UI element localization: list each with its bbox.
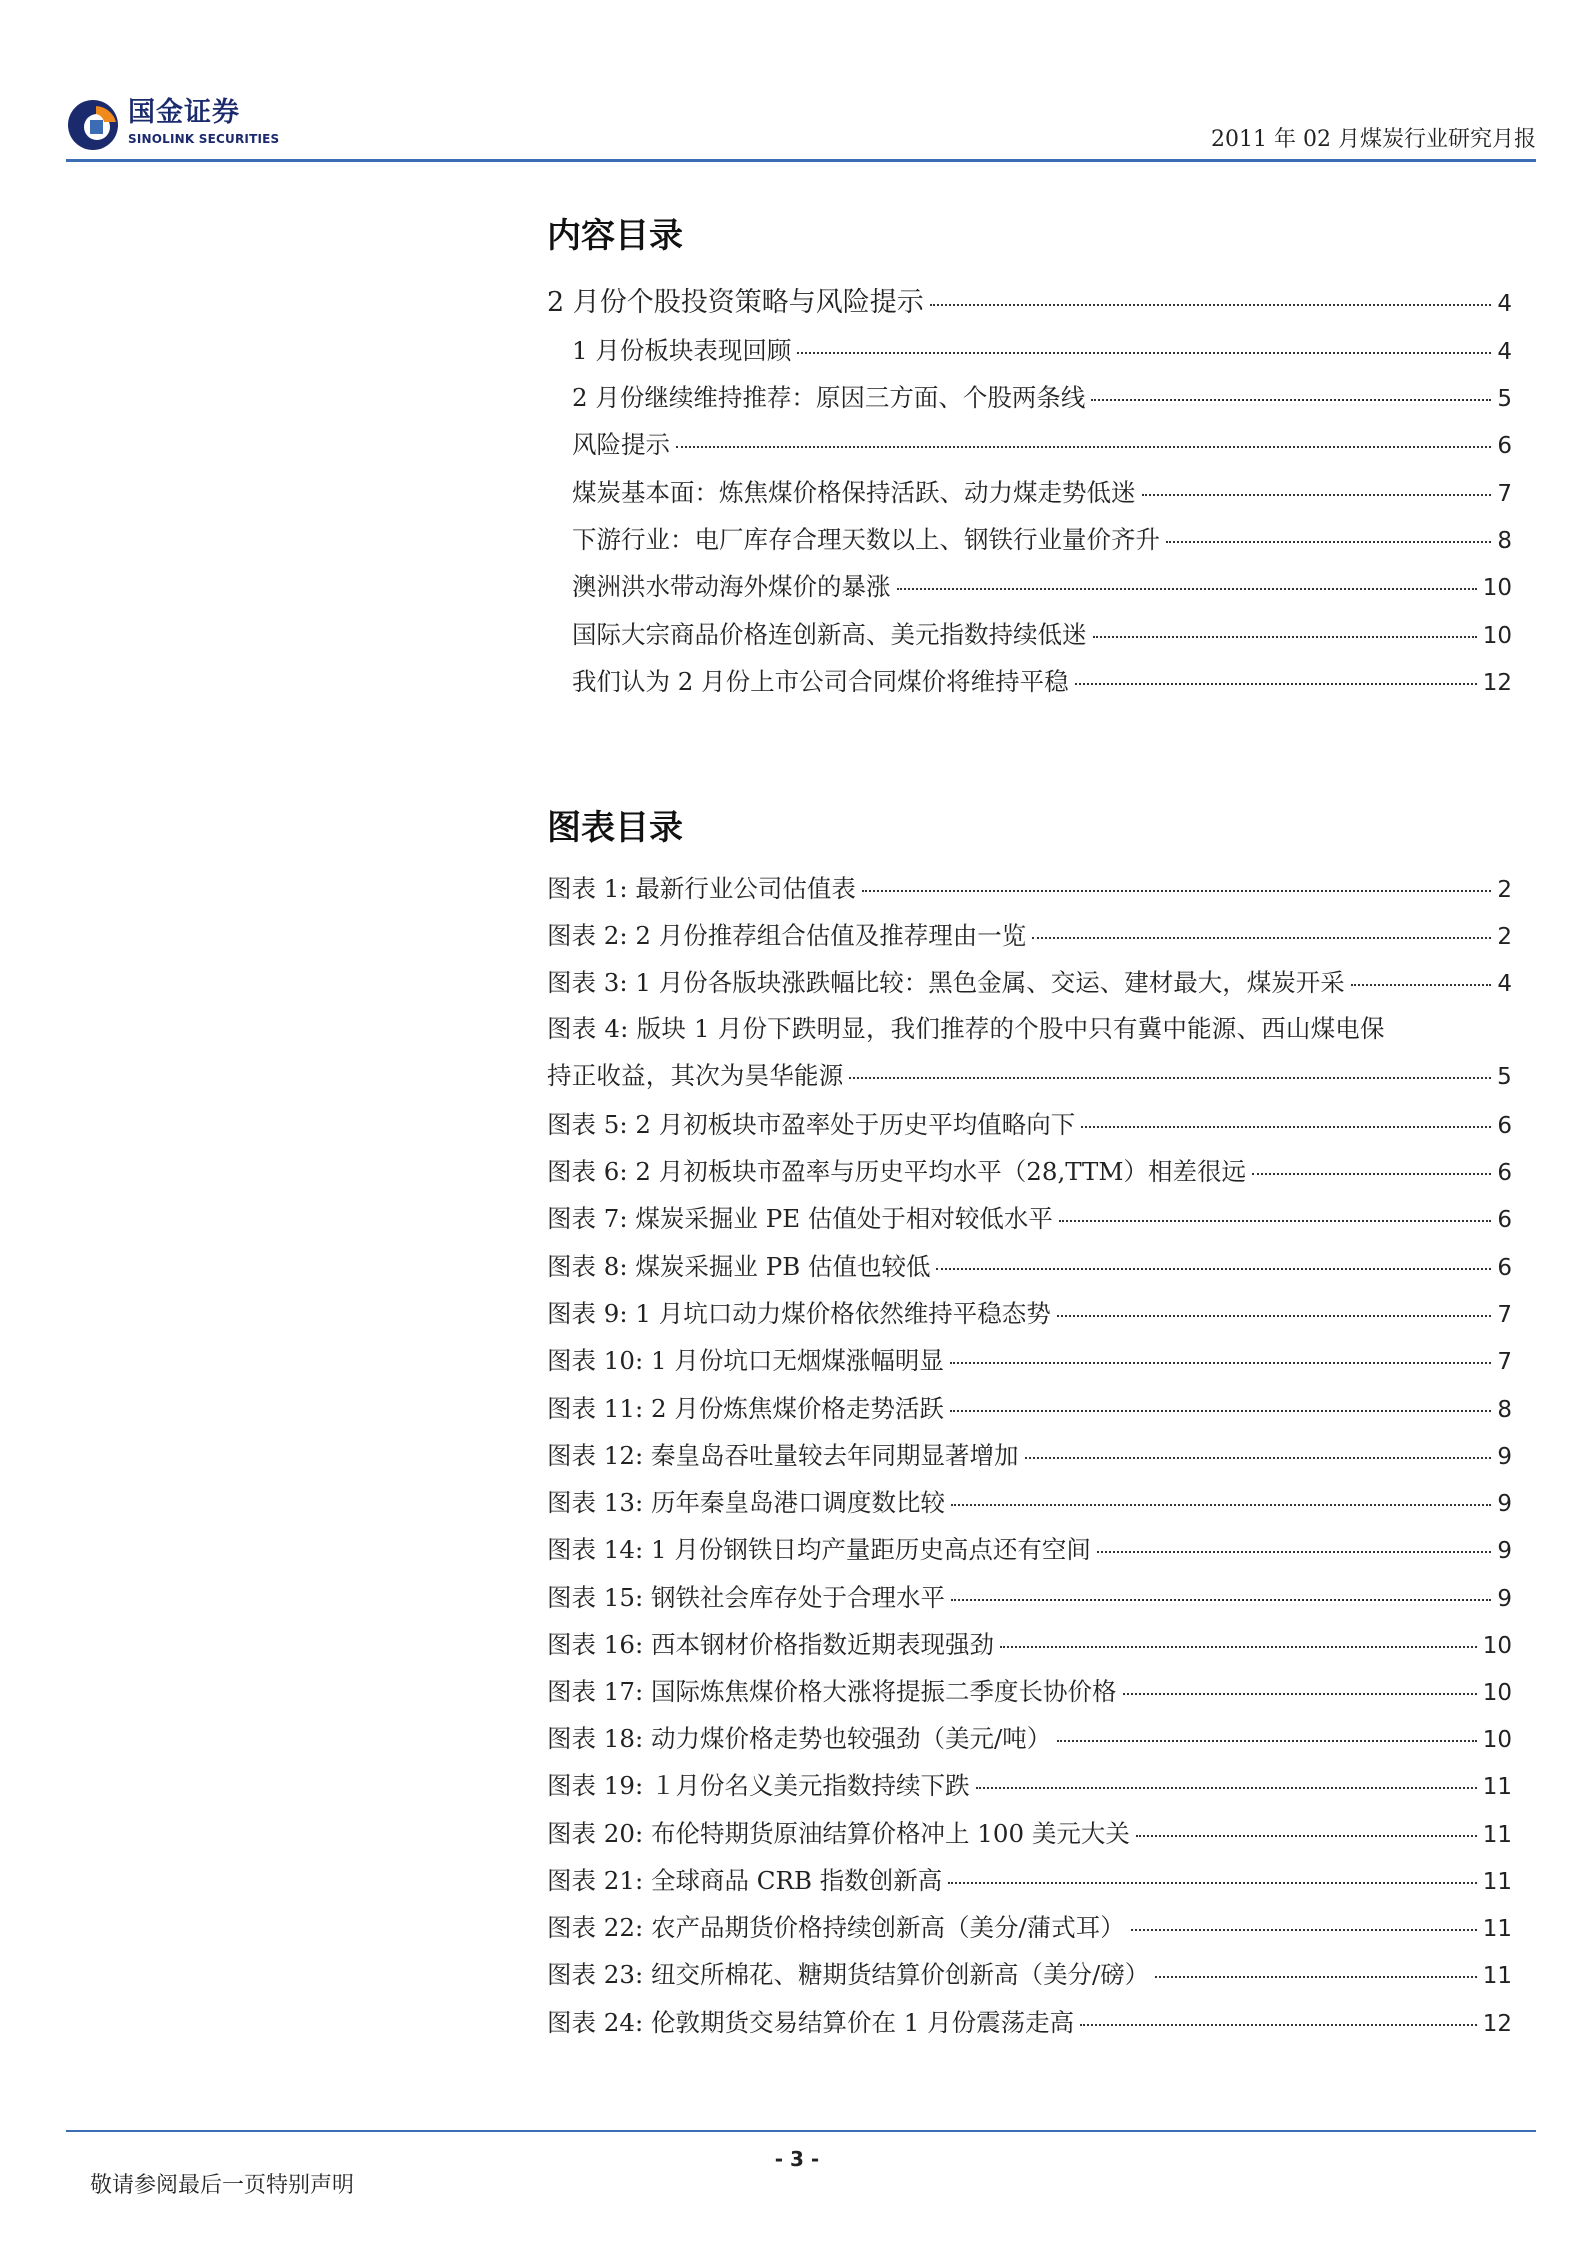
dot-leader	[1075, 683, 1477, 685]
toc-entry[interactable]	[572, 663, 1512, 703]
figure-entry-page: 12	[1482, 2011, 1512, 2037]
figure-entry-label: 图表 20: 布伦特期货原油结算价格冲上 100 美元大关	[547, 1819, 1130, 1848]
toc-entry[interactable]	[572, 379, 1512, 419]
figure-entry-page: 9	[1497, 1444, 1512, 1470]
figure-entry[interactable]	[547, 1106, 1512, 1146]
figure-entry-page: 2	[1497, 877, 1512, 903]
dot-leader	[797, 352, 1491, 354]
dot-leader	[1252, 1173, 1491, 1175]
dot-leader	[1080, 2024, 1477, 2026]
figure-entry-continuation	[547, 1052, 1512, 1101]
toc-entry-page: 10	[1482, 623, 1512, 649]
figure-entry[interactable]	[547, 1295, 1512, 1335]
figure-entry[interactable]	[547, 1862, 1512, 1902]
dot-leader	[1091, 399, 1491, 401]
dot-leader	[1351, 984, 1492, 986]
figure-entry-page: 6	[1497, 1207, 1512, 1233]
figure-entry[interactable]	[547, 1767, 1512, 1807]
toc-entry-label: 风险提示	[572, 430, 670, 459]
figure-entry-label: 图表 23: 纽交所棉花、糖期货结算价创新高（美分/磅）	[547, 1960, 1150, 1989]
toc-entry[interactable]	[572, 332, 1512, 372]
dot-leader	[849, 1077, 1491, 1079]
figure-entry-label: 图表 10: 1 月份坑口无烟煤涨幅明显	[547, 1346, 944, 1375]
figure-entry[interactable]	[547, 1342, 1512, 1382]
toc-entry-label: 1 月份板块表现回顾	[572, 336, 792, 365]
figure-entry-label: 图表 2: 2 月份推荐组合估值及推荐理由一览	[547, 921, 1027, 950]
figure-entry-label: 图表 7: 煤炭采掘业 PE 估值处于相对较低水平	[547, 1204, 1053, 1233]
logo-chinese-name: 国金证券	[128, 97, 240, 128]
figure-entry-label: 图表 6: 2 月初板块市盈率与历史平均水平（28,TTM）相差很远	[547, 1157, 1246, 1186]
dot-leader	[951, 1599, 1491, 1601]
dot-leader	[1142, 494, 1492, 496]
dot-leader	[1131, 1929, 1477, 1931]
dot-leader	[1093, 636, 1477, 638]
figure-entry-page: 6	[1497, 1255, 1512, 1281]
figure-entry-page: 11	[1482, 1869, 1512, 1895]
figure-entry-page: 10	[1482, 1727, 1512, 1753]
figure-entry-label: 图表 15: 钢铁社会库存处于合理水平	[547, 1583, 946, 1612]
figure-entry-page: 6	[1497, 1113, 1512, 1139]
dot-leader	[948, 1882, 1476, 1884]
dot-leader	[1097, 1551, 1491, 1553]
figures-title: 图表目录	[547, 808, 683, 848]
toc-entry-label: 下游行业：电厂库存合理天数以上、钢铁行业量价齐升	[572, 525, 1160, 554]
contents-title: 内容目录	[547, 216, 683, 256]
dot-leader	[1057, 1740, 1476, 1742]
dot-leader	[1155, 1976, 1476, 1978]
dot-leader	[930, 304, 1492, 306]
dot-leader	[1000, 1646, 1477, 1648]
figure-entry[interactable]	[547, 1909, 1512, 1949]
sinolink-logo	[66, 98, 326, 154]
dot-leader	[950, 1410, 1491, 1412]
figure-entry[interactable]	[547, 1579, 1512, 1619]
figure-entry-label: 图表 8: 煤炭采掘业 PB 估值也较低	[547, 1252, 931, 1281]
disclaimer-note: 敬请参阅最后一页特别声明	[90, 2173, 355, 2198]
figure-entry-label: 图表 5: 2 月初板块市盈率处于历史平均值略向下	[547, 1110, 1076, 1139]
toc-entry-page: 4	[1497, 339, 1512, 365]
sinolink-logo-icon	[66, 98, 120, 152]
toc-entry[interactable]	[572, 521, 1512, 561]
dot-leader	[676, 446, 1491, 448]
dot-leader	[1136, 1835, 1477, 1837]
figure-entry-label: 图表 16: 西本钢材价格指数近期表现强劲	[547, 1630, 995, 1659]
figure-entry-label: 图表 17: 国际炼焦煤价格大涨将提振二季度长协价格	[547, 1677, 1117, 1706]
figure-entry[interactable]	[547, 1437, 1512, 1477]
toc-entry-page: 8	[1497, 528, 1512, 554]
page-number: - 3 -	[774, 2147, 820, 2171]
figure-entry-page: 7	[1497, 1302, 1512, 1328]
figure-entry-label: 图表 3: 1 月份各版块涨跌幅比较：黑色金属、交运、建材最大，煤炭开采	[547, 968, 1345, 997]
figure-entry-page: 2	[1497, 924, 1512, 950]
toc-entry[interactable]	[547, 280, 1512, 320]
figure-entry-page: 11	[1482, 1774, 1512, 1800]
figure-entry-page: 4	[1497, 971, 1512, 997]
figure-entry-page: 9	[1497, 1538, 1512, 1564]
figure-entry-label: 图表 12: 秦皇岛吞吐量较去年同期显著增加	[547, 1441, 1019, 1470]
figure-entry-page: 11	[1482, 1916, 1512, 1942]
figure-entry-label: 图表 14: 1 月份钢铁日均产量距历史高点还有空间	[547, 1535, 1091, 1564]
figure-entry-label: 图表 13: 历年秦皇岛港口调度数比较	[547, 1488, 946, 1517]
page-header	[66, 92, 1536, 160]
toc-entry-label: 2 月份个股投资策略与风险提示	[547, 287, 924, 318]
toc-entry-page: 4	[1497, 291, 1512, 317]
figure-entry-page: 8	[1497, 1397, 1512, 1423]
figure-entry[interactable]	[547, 1626, 1512, 1666]
toc-entry-page: 10	[1482, 575, 1512, 601]
dot-leader	[897, 588, 1477, 590]
report-title: 2011 年 02 月煤炭行业研究月报	[1211, 127, 1536, 152]
figure-entry-label: 图表 9: 1 月坑口动力煤价格依然维持平稳态势	[547, 1299, 1051, 1328]
toc-entry-label: 澳洲洪水带动海外煤价的暴涨	[572, 572, 891, 601]
figure-entry[interactable]	[547, 2004, 1512, 2044]
figure-entry-label: 图表 22: 农产品期货价格持续创新高（美分/蒲式耳）	[547, 1913, 1125, 1942]
figure-entry-label: 图表 11: 2 月份炼焦煤价格走势活跃	[547, 1394, 944, 1423]
header-divider	[66, 159, 1536, 162]
figure-entry[interactable]	[547, 1248, 1512, 1288]
figure-entry[interactable]	[547, 870, 1512, 910]
toc-entry-page: 6	[1497, 433, 1512, 459]
toc-entry-page: 7	[1497, 481, 1512, 507]
toc-entry[interactable]	[572, 474, 1512, 514]
dot-leader	[1059, 1220, 1491, 1222]
figure-entry[interactable]	[547, 1673, 1512, 1713]
figure-entry-page: 6	[1497, 1160, 1512, 1186]
toc-entry-page: 5	[1497, 386, 1512, 412]
figure-entry[interactable]	[547, 917, 1512, 957]
figure-entry[interactable]	[547, 1720, 1512, 1760]
figure-entry-page: 11	[1482, 1822, 1512, 1848]
dot-leader	[976, 1787, 1477, 1789]
dot-leader	[1123, 1693, 1477, 1695]
toc-entry-page: 12	[1482, 670, 1512, 696]
footer-divider	[66, 2130, 1536, 2132]
figure-entry-page: 5	[1497, 1064, 1512, 1090]
toc-entry[interactable]	[572, 616, 1512, 656]
figure-entry[interactable]	[547, 1484, 1512, 1524]
figure-entry-page: 10	[1482, 1680, 1512, 1706]
toc-entry-label: 我们认为 2 月份上市公司合同煤价将维持平稳	[572, 667, 1069, 696]
dot-leader	[936, 1268, 1491, 1270]
figure-entry-label: 图表 18: 动力煤价格走势也较强劲（美元/吨）	[547, 1724, 1052, 1753]
figure-entry-page: 10	[1482, 1633, 1512, 1659]
figure-entry-page: 11	[1482, 1963, 1512, 1989]
dot-leader	[862, 890, 1491, 892]
toc-entry-label: 国际大宗商品价格连创新高、美元指数持续低迷	[572, 620, 1087, 649]
figure-entry-label: 图表 24: 伦敦期货交易结算价在 1 月份震荡走高	[547, 2008, 1075, 2037]
figure-entry-page: 9	[1497, 1586, 1512, 1612]
figure-entry-label: 图表 21: 全球商品 CRB 指数创新高	[547, 1866, 943, 1895]
figure-entry[interactable]	[547, 964, 1512, 1004]
dot-leader	[1032, 937, 1491, 939]
figure-entry[interactable]	[547, 1005, 1512, 1101]
figure-entry-label-continued: 持正收益，其次为昊华能源	[547, 1061, 844, 1090]
toc-entry-label: 2 月份继续维持推荐：原因三方面、个股两条线	[572, 383, 1086, 412]
toc-entry[interactable]	[572, 426, 1512, 466]
figure-entry-label: 图表 1: 最新行业公司估值表	[547, 874, 856, 903]
dot-leader	[950, 1362, 1491, 1364]
figure-entry-label: 图表 19: １月份名义美元指数持续下跌	[547, 1771, 970, 1800]
dot-leader	[951, 1504, 1491, 1506]
figure-entry-page: 7	[1497, 1349, 1512, 1375]
figure-entry[interactable]	[547, 1153, 1512, 1193]
logo-english-name: SINOLINK SECURITIES	[128, 132, 280, 146]
toc-entry-label: 煤炭基本面：炼焦煤价格保持活跃、动力煤走势低迷	[572, 478, 1136, 507]
figure-entry[interactable]	[547, 1815, 1512, 1855]
dot-leader	[1025, 1457, 1492, 1459]
figure-entry[interactable]	[547, 1956, 1512, 1996]
figure-entry[interactable]	[547, 1390, 1512, 1430]
figure-entry-label: 图表 4: 版块 1 月份下跌明显，我们推荐的个股中只有冀中能源、西山煤电保	[547, 1014, 1385, 1043]
toc-entry[interactable]	[572, 568, 1512, 608]
figure-entry[interactable]	[547, 1200, 1512, 1240]
figure-entry-page: 9	[1497, 1491, 1512, 1517]
dot-leader	[1057, 1315, 1492, 1317]
figure-entry[interactable]	[547, 1531, 1512, 1571]
dot-leader	[1081, 1126, 1491, 1128]
dot-leader	[1166, 541, 1491, 543]
